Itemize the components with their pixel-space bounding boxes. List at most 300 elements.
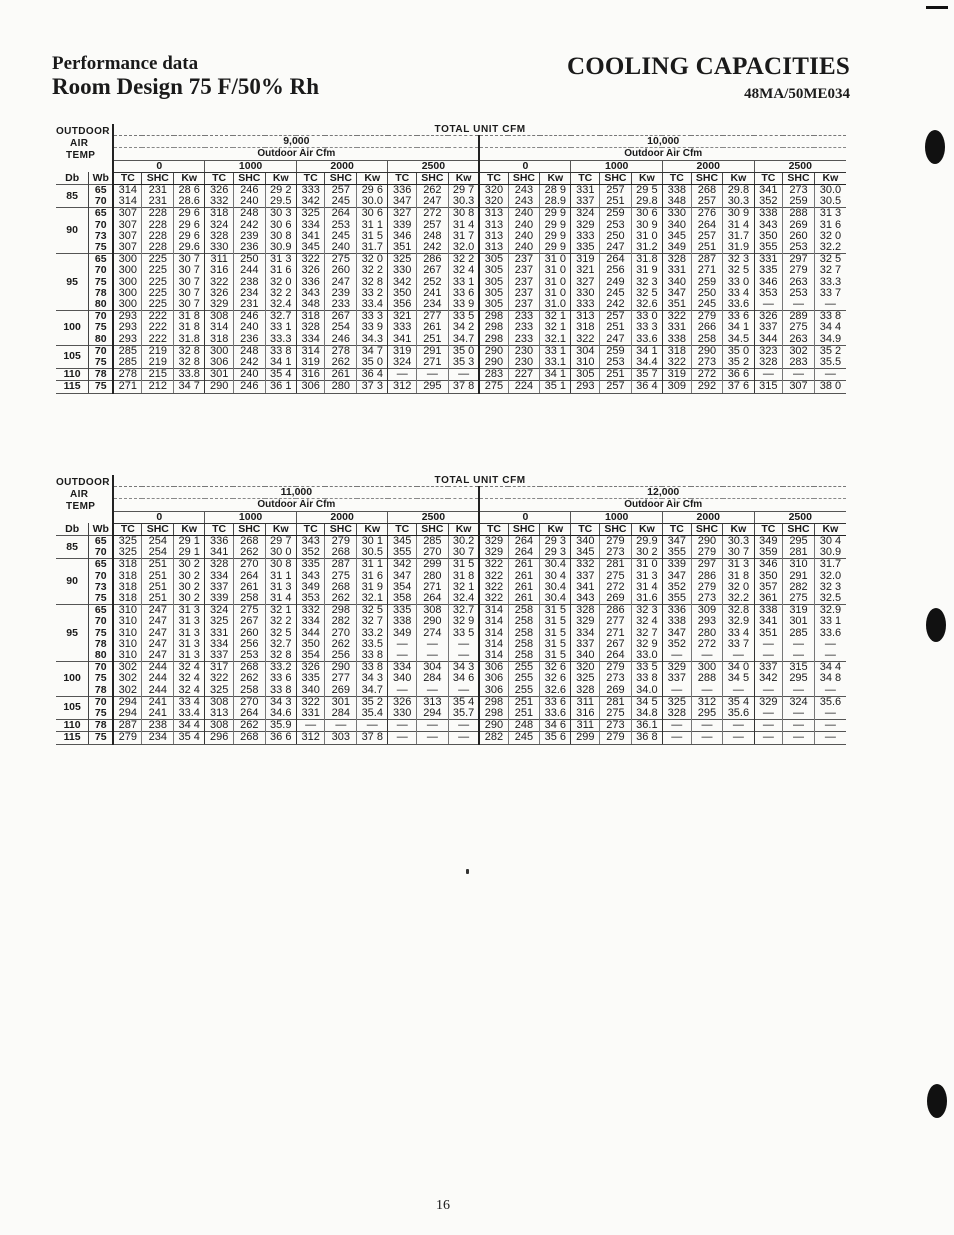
value-cell: 337 <box>754 662 783 674</box>
value-cell: 275 <box>783 593 815 605</box>
value-cell: 329 <box>754 696 783 708</box>
value-cell: 33 6 <box>448 288 479 299</box>
value-cell: 340 <box>571 650 600 662</box>
value-cell: 28.6 <box>174 196 205 208</box>
value-cell: 322 <box>662 357 691 369</box>
value-cell: 34 7 <box>357 345 388 357</box>
value-cell: — <box>754 720 783 732</box>
db-cell: 85 <box>56 185 89 208</box>
value-cell: 343 <box>754 220 783 231</box>
value-cell: — <box>448 685 479 697</box>
value-cell: 310 <box>571 357 600 369</box>
value-cell: 326 <box>205 185 234 197</box>
value-cell: 35 0 <box>723 345 754 357</box>
table-header-row <box>56 499 846 511</box>
value-cell: 331 <box>571 185 600 197</box>
value-cell: 234 <box>233 288 265 299</box>
value-cell: 247 <box>142 605 174 617</box>
value-cell: 30 8 <box>265 231 296 242</box>
value-cell: 267 <box>417 265 449 276</box>
header-left <box>52 54 319 100</box>
value-cell: 320 <box>479 185 508 197</box>
value-cell: — <box>296 720 325 732</box>
table-header-row <box>56 475 846 487</box>
value-cell: 275 <box>600 708 632 720</box>
value-cell: 251 <box>600 322 632 333</box>
outdoor-air-temp-word: OUTDOOR <box>56 477 110 488</box>
outdoor-air-level: 2000 <box>662 160 754 172</box>
wb-cell: 73 <box>89 231 114 242</box>
value-cell: 271 <box>417 582 449 593</box>
value-cell: 279 <box>783 265 815 276</box>
value-cell: 30.9 <box>814 547 846 559</box>
value-cell: 29 1 <box>174 547 205 559</box>
value-cell: 234 <box>142 732 174 744</box>
value-cell: 35.6 <box>814 696 846 708</box>
value-cell: — <box>417 732 449 744</box>
value-cell: 31 5 <box>540 628 571 639</box>
table-row <box>56 708 846 720</box>
value-cell: 35 7 <box>631 369 662 381</box>
capacity-table-1 <box>56 124 846 394</box>
wb-cell: 65 <box>89 254 114 266</box>
column-header: TC <box>479 172 508 184</box>
value-cell: 33 0 <box>723 277 754 288</box>
value-cell: 307 <box>783 381 815 393</box>
value-cell: 250 <box>600 231 632 242</box>
value-cell: 32 4 <box>174 673 205 684</box>
page-number: 16 <box>436 1198 450 1213</box>
value-cell: 32 7 <box>357 616 388 627</box>
value-cell: 260 <box>325 265 357 276</box>
value-cell: 338 <box>662 616 691 627</box>
value-cell: 32 2 <box>357 265 388 276</box>
value-cell: 299 <box>417 559 449 571</box>
value-cell: — <box>357 720 388 732</box>
value-cell: 34.7 <box>357 685 388 697</box>
value-cell: 262 <box>417 185 449 197</box>
value-cell: 314 <box>113 185 142 197</box>
value-cell: 250 <box>691 288 723 299</box>
value-cell: 277 <box>417 311 449 323</box>
value-cell: 256 <box>600 265 632 276</box>
value-cell: 234 <box>417 299 449 311</box>
value-cell: 321 <box>388 311 417 323</box>
value-cell: 30 2 <box>631 547 662 559</box>
value-cell: 34 4 <box>814 322 846 333</box>
value-cell: 246 <box>233 311 265 323</box>
value-cell: — <box>723 650 754 662</box>
value-cell: 34 1 <box>723 322 754 333</box>
value-cell: 329 <box>571 220 600 231</box>
value-cell: 29 6 <box>174 208 205 220</box>
value-cell: 358 <box>388 593 417 605</box>
column-header: SHC <box>508 523 540 535</box>
value-cell: 34 4 <box>174 720 205 732</box>
value-cell: 325 <box>296 208 325 220</box>
cfm-group-label: 10,000 <box>479 136 846 148</box>
value-cell: 240 <box>233 196 265 208</box>
column-header: SHC <box>600 172 632 184</box>
value-cell: 237 <box>508 265 540 276</box>
header-right <box>567 53 850 104</box>
value-cell: 339 <box>388 220 417 231</box>
value-cell: 29.8 <box>631 196 662 208</box>
value-cell: 246 <box>325 334 357 346</box>
value-cell: 268 <box>233 732 265 744</box>
value-cell: 32.7 <box>265 311 296 323</box>
value-cell: 359 <box>754 547 783 559</box>
value-cell: 336 <box>388 185 417 197</box>
value-cell: 32.6 <box>631 299 662 311</box>
value-cell: 305 <box>479 299 508 311</box>
value-cell: 330 <box>388 265 417 276</box>
value-cell: 348 <box>662 196 691 208</box>
value-cell: 306 <box>296 381 325 393</box>
value-cell: 33 3 <box>631 322 662 333</box>
value-cell: 244 <box>142 673 174 684</box>
value-cell: 30 2 <box>174 559 205 571</box>
value-cell: 279 <box>600 732 632 744</box>
column-header: Kw <box>814 523 846 535</box>
table-row <box>56 685 846 697</box>
value-cell: — <box>448 720 479 732</box>
value-cell: 325 <box>113 547 142 559</box>
table-row <box>56 277 846 288</box>
value-cell: 225 <box>142 277 174 288</box>
value-cell: 357 <box>754 582 783 593</box>
value-cell: 337 <box>662 673 691 684</box>
value-cell: 336 <box>662 605 691 617</box>
value-cell: 32.4 <box>265 299 296 311</box>
value-cell: 35 4 <box>265 369 296 381</box>
value-cell: 29 3 <box>540 547 571 559</box>
value-cell: 264 <box>691 220 723 231</box>
value-cell: 33 6 <box>265 673 296 684</box>
value-cell: 33 8 <box>265 345 296 357</box>
value-cell: 34.4 <box>631 357 662 369</box>
value-cell: — <box>691 720 723 732</box>
value-cell: 33.8 <box>174 369 205 381</box>
value-cell: — <box>814 685 846 697</box>
value-cell: 247 <box>142 639 174 650</box>
value-cell: 36.1 <box>631 720 662 732</box>
value-cell: 31 0 <box>540 277 571 288</box>
value-cell: 302 <box>113 685 142 697</box>
speck <box>466 869 469 874</box>
value-cell: 259 <box>600 345 632 357</box>
value-cell: 225 <box>142 265 174 276</box>
value-cell: 32 8 <box>174 345 205 357</box>
value-cell: 274 <box>417 628 449 639</box>
value-cell: 261 <box>325 369 357 381</box>
value-cell: 275 <box>479 381 508 393</box>
wb-cell: 65 <box>89 185 114 197</box>
value-cell: 293 <box>113 322 142 333</box>
value-cell: 240 <box>508 231 540 242</box>
value-cell: 31 4 <box>631 582 662 593</box>
value-cell: 276 <box>691 208 723 220</box>
value-cell: 251 <box>417 334 449 346</box>
value-cell: 32 5 <box>631 288 662 299</box>
value-cell: 33.2 <box>357 628 388 639</box>
value-cell: 33 7 <box>723 639 754 650</box>
table-row <box>56 628 846 639</box>
outdoor-air-level: 0 <box>479 511 571 523</box>
value-cell: 33.3 <box>265 334 296 346</box>
value-cell: 32 4 <box>631 616 662 627</box>
value-cell: — <box>783 299 815 311</box>
value-cell: 264 <box>233 571 265 582</box>
value-cell: 290 <box>205 381 234 393</box>
value-cell: 32 8 <box>174 357 205 369</box>
value-cell: — <box>754 299 783 311</box>
value-cell: 318 <box>571 322 600 333</box>
value-cell: 32.2 <box>723 593 754 605</box>
value-cell: 243 <box>508 185 540 197</box>
value-cell: 341 <box>388 334 417 346</box>
value-cell: 298 <box>479 708 508 720</box>
value-cell: 31 3 <box>174 616 205 627</box>
value-cell: 347 <box>662 571 691 582</box>
value-cell: 33 8 <box>357 662 388 674</box>
value-cell: — <box>691 685 723 697</box>
value-cell: 29 2 <box>265 185 296 197</box>
value-cell: 258 <box>233 593 265 605</box>
value-cell: 314 <box>479 605 508 617</box>
value-cell: 31 3 <box>174 650 205 662</box>
value-cell: 268 <box>325 582 357 593</box>
value-cell: 34 0 <box>723 662 754 674</box>
value-cell: 33 1 <box>448 277 479 288</box>
value-cell: — <box>783 650 815 662</box>
outdoor-air-level: 2500 <box>388 511 480 523</box>
value-cell: 269 <box>600 685 632 697</box>
value-cell: 290 <box>479 720 508 732</box>
value-cell: — <box>388 685 417 697</box>
value-cell: 261 <box>508 559 540 571</box>
value-cell: — <box>448 369 479 381</box>
value-cell: 264 <box>417 593 449 605</box>
value-cell: 334 <box>296 334 325 346</box>
value-cell: 233 <box>508 311 540 323</box>
value-cell: — <box>388 732 417 744</box>
value-cell: 257 <box>417 220 449 231</box>
value-cell: 31 3 <box>265 254 296 266</box>
value-cell: 31 7 <box>448 231 479 242</box>
value-cell: 30.4 <box>540 559 571 571</box>
value-cell: 247 <box>142 628 174 639</box>
value-cell: 240 <box>508 208 540 220</box>
value-cell: 30 4 <box>540 571 571 582</box>
value-cell: 347 <box>662 288 691 299</box>
value-cell: 242 <box>600 299 632 311</box>
value-cell: 298 <box>325 605 357 617</box>
value-cell: — <box>417 369 449 381</box>
punch-hole <box>925 130 945 164</box>
value-cell: 321 <box>571 265 600 276</box>
value-cell: 341 <box>754 185 783 197</box>
value-cell: 314 <box>479 650 508 662</box>
column-header: TC <box>754 523 783 535</box>
value-cell: 222 <box>142 334 174 346</box>
value-cell: 31 5 <box>357 231 388 242</box>
value-cell: 328 <box>205 559 234 571</box>
value-cell: 30 6 <box>357 208 388 220</box>
value-cell: 33 9 <box>357 322 388 333</box>
value-cell: 292 <box>691 381 723 393</box>
value-cell: 310 <box>113 605 142 617</box>
value-cell: 339 <box>662 559 691 571</box>
value-cell: 32.9 <box>723 616 754 627</box>
value-cell: 325 <box>662 696 691 708</box>
value-cell: 290 <box>417 616 449 627</box>
value-cell: 33 1 <box>265 322 296 333</box>
value-cell: 317 <box>205 662 234 674</box>
value-cell: 275 <box>325 571 357 582</box>
value-cell: 324 <box>205 605 234 617</box>
value-cell: 314 <box>205 322 234 333</box>
table-row <box>56 196 846 208</box>
value-cell: 33 6 <box>723 311 754 323</box>
value-cell: 240 <box>508 220 540 231</box>
column-header: TC <box>571 172 600 184</box>
table-row <box>56 571 846 582</box>
value-cell: 324 <box>783 696 815 708</box>
punch-hole <box>926 608 946 642</box>
column-header: TC <box>388 172 417 184</box>
value-cell: 31 5 <box>540 605 571 617</box>
header-category: COOLING CAPACITIES <box>566 53 850 80</box>
value-cell: 310 <box>113 616 142 627</box>
column-header-row <box>56 172 846 184</box>
value-cell: 247 <box>142 650 174 662</box>
value-cell: 272 <box>691 639 723 650</box>
value-cell: 34.9 <box>814 334 846 346</box>
value-cell: — <box>691 650 723 662</box>
value-cell: 306 <box>479 673 508 684</box>
value-cell: 34 6 <box>540 720 571 732</box>
value-cell: 29 3 <box>540 536 571 548</box>
value-cell: 35.5 <box>814 357 846 369</box>
wb-cell: 78 <box>89 369 114 381</box>
value-cell: 282 <box>479 732 508 744</box>
value-cell: 281 <box>783 547 815 559</box>
value-cell: 294 <box>417 708 449 720</box>
value-cell: 310 <box>113 639 142 650</box>
value-cell: 293 <box>113 311 142 323</box>
value-cell: 330 <box>571 288 600 299</box>
value-cell: 255 <box>508 662 540 674</box>
value-cell: 30 8 <box>265 559 296 571</box>
column-header: SHC <box>508 172 540 184</box>
value-cell: 307 <box>113 242 142 254</box>
value-cell: 215 <box>142 369 174 381</box>
column-header: SHC <box>233 172 265 184</box>
value-cell: 30 7 <box>448 547 479 559</box>
value-cell: 355 <box>662 547 691 559</box>
value-cell: 349 <box>754 536 783 548</box>
value-cell: 30 7 <box>174 288 205 299</box>
value-cell: 316 <box>205 265 234 276</box>
value-cell: 37 6 <box>723 381 754 393</box>
wb-cell: 65 <box>89 605 114 617</box>
value-cell: 33.1 <box>540 357 571 369</box>
value-cell: 318 <box>113 571 142 582</box>
value-cell: — <box>814 708 846 720</box>
value-cell: 326 <box>205 288 234 299</box>
value-cell: 355 <box>662 593 691 605</box>
value-cell: 300 <box>113 254 142 266</box>
value-cell: 29 6 <box>174 231 205 242</box>
value-cell: 347 <box>662 536 691 548</box>
value-cell: 306 <box>479 662 508 674</box>
value-cell: 29.6 <box>174 242 205 254</box>
value-cell: 33 3 <box>357 311 388 323</box>
value-cell: 331 <box>205 628 234 639</box>
outdoor-air-level: 0 <box>113 160 205 172</box>
value-cell: 32.1 <box>540 334 571 346</box>
column-header: Kw <box>723 172 754 184</box>
column-header: Kw <box>448 172 479 184</box>
value-cell: 269 <box>600 593 632 605</box>
value-cell: 305 <box>479 254 508 266</box>
value-cell: 334 <box>296 616 325 627</box>
table-row <box>56 299 846 311</box>
value-cell: 35 2 <box>814 345 846 357</box>
value-cell: 35 2 <box>357 696 388 708</box>
value-cell: 312 <box>296 732 325 744</box>
value-cell: 333 <box>296 185 325 197</box>
column-header: TC <box>388 523 417 535</box>
value-cell: 318 <box>113 593 142 605</box>
column-header: SHC <box>783 172 815 184</box>
value-cell: 260 <box>783 231 815 242</box>
value-cell: 36 6 <box>265 732 296 744</box>
value-cell: — <box>662 720 691 732</box>
value-cell: 304 <box>417 662 449 674</box>
outdoor-air-level: 0 <box>479 160 571 172</box>
value-cell: 257 <box>600 185 632 197</box>
outdoor-air-temp-word: TEMP <box>66 150 96 161</box>
value-cell: 295 <box>691 708 723 720</box>
value-cell: 305 <box>571 369 600 381</box>
column-header: TC <box>662 172 691 184</box>
value-cell: 340 <box>296 685 325 697</box>
wb-cell: 75 <box>89 242 114 254</box>
value-cell: 35 4 <box>448 696 479 708</box>
value-cell: 353 <box>754 288 783 299</box>
value-cell: 36 4 <box>357 369 388 381</box>
value-cell: 228 <box>142 242 174 254</box>
value-cell: 287 <box>113 720 142 732</box>
wb-cell: 70 <box>89 265 114 276</box>
value-cell: 251 <box>508 696 540 708</box>
value-cell: 334 <box>296 220 325 231</box>
value-cell: 347 <box>662 628 691 639</box>
value-cell: 258 <box>691 334 723 346</box>
value-cell: 277 <box>600 616 632 627</box>
value-cell: 30 1 <box>357 536 388 548</box>
db-cell: 110 <box>56 720 89 732</box>
value-cell: 337 <box>205 582 234 593</box>
value-cell: 297 <box>691 559 723 571</box>
wb-cell: 65 <box>89 559 114 571</box>
value-cell: 337 <box>205 650 234 662</box>
value-cell: 242 <box>233 357 265 369</box>
wb-cell: 70 <box>89 345 114 357</box>
value-cell: 228 <box>142 231 174 242</box>
